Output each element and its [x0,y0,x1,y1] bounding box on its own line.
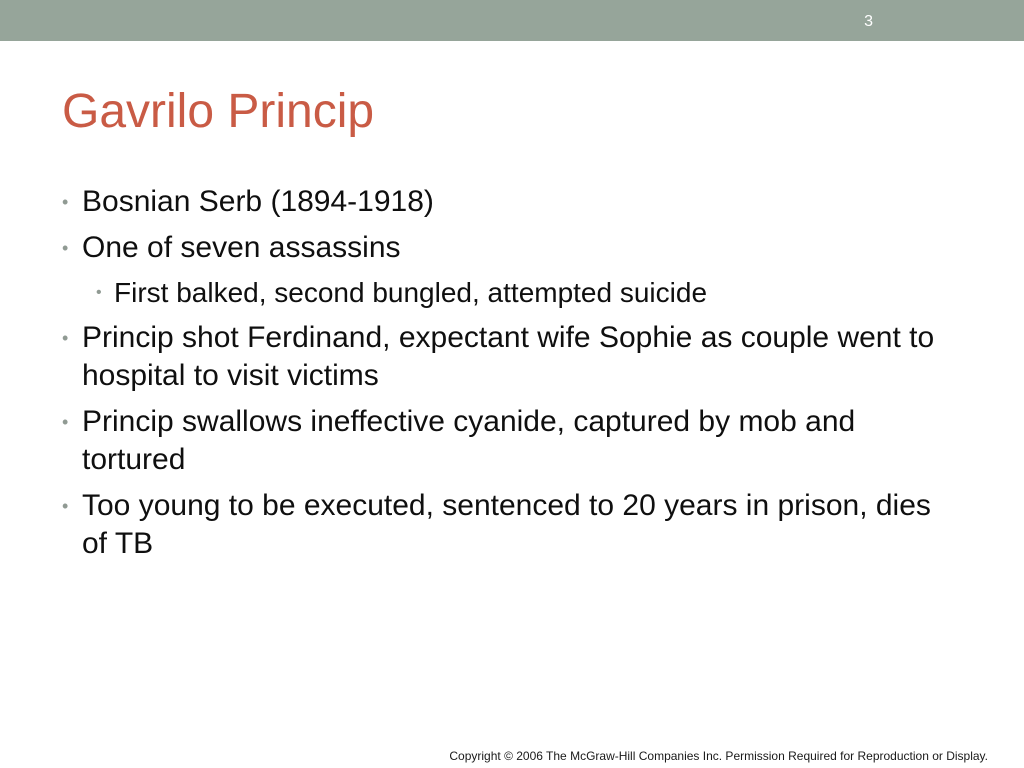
bullet-dot-icon: • [62,238,69,258]
bullet-item [60,183,960,221]
bullet-item [60,487,960,563]
bullet-text: Princip swallows ineffective cyanide, captured by mob and tortured [82,405,856,476]
bullet-text: One of seven assassins [82,231,401,264]
bullet-list [60,183,960,571]
bullet-dot-icon: • [62,496,69,516]
bullet-text: Too young to be executed, sentenced to 20 years in prison, dies of TB [82,489,931,560]
copyright-notice: Copyright © 2006 The McGraw-Hill Companies Inc. Permission Required for Reproduction or Display. [449,749,988,763]
slide-title: Gavrilo Princip [62,85,375,138]
bullet-item [60,319,960,395]
bullet-dot-icon: • [96,284,102,301]
bullet-item [60,403,960,479]
slide-number: 3 [864,13,873,30]
bullet-text: First balked, second bungled, attempted suicide [114,277,708,308]
bullet-text: Princip shot Ferdinand, expectant wife Sophie as couple went to hospital to visit victims [82,321,935,392]
top-bar [0,0,1024,41]
bullet-dot-icon: • [62,412,69,432]
bullet-dot-icon: • [62,192,69,212]
sub-bullet-item [60,275,960,311]
bullet-text: Bosnian Serb (1894-1918) [82,185,434,218]
bullet-dot-icon: • [62,328,69,348]
bullet-item [60,229,960,267]
